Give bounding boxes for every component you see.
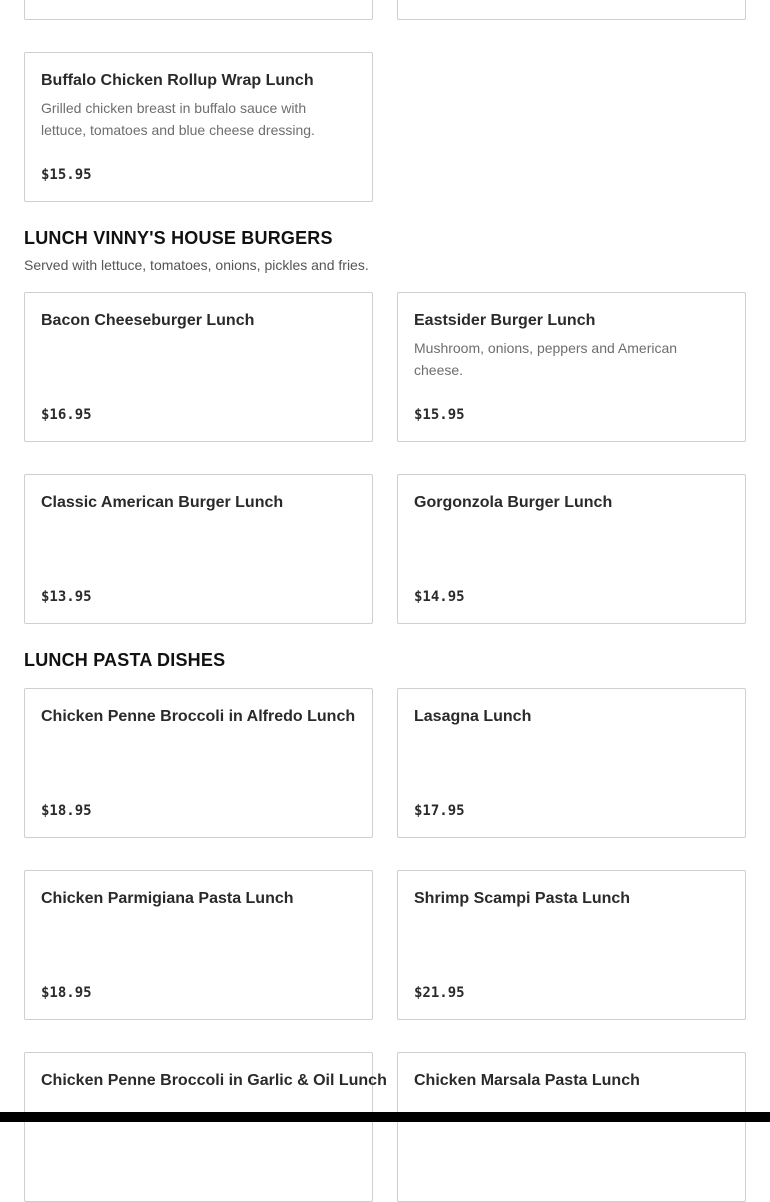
bottom-bar: [0, 1112, 770, 1122]
menu-item-card[interactable]: [24, 870, 373, 1020]
menu-item-name: Chicken Penne Broccoli in Garlic & Oil Lunch: [41, 1072, 387, 1089]
menu-item-description: Mushroom, onions, peppers and American cheese.: [414, 340, 678, 378]
menu-item-price: $15.95: [414, 407, 465, 423]
menu-item-card[interactable]: [24, 474, 373, 624]
menu-item-price: $16.95: [41, 407, 92, 423]
menu-item-name: Bacon Cheeseburger Lunch: [41, 312, 255, 329]
menu-item-name: Gorgonzola Burger Lunch: [414, 494, 613, 511]
menu-item-card[interactable]: [397, 688, 746, 838]
menu-item-name: Classic American Burger Lunch: [41, 494, 284, 511]
menu-item-card[interactable]: [397, 0, 746, 20]
section-title-burgers: LUNCH VINNY'S HOUSE BURGERS: [24, 228, 333, 248]
menu-item-card[interactable]: [397, 292, 746, 442]
menu-item-card[interactable]: [397, 1052, 746, 1202]
menu-item-card[interactable]: [397, 870, 746, 1020]
menu-item-price: $17.95: [414, 803, 465, 819]
menu-item-name: Shrimp Scampi Pasta Lunch: [414, 890, 631, 907]
menu-item-name: Buffalo Chicken Rollup Wrap Lunch: [41, 72, 314, 89]
menu-item-card[interactable]: [397, 474, 746, 624]
menu-item-card[interactable]: [24, 0, 373, 20]
section-title-pasta: LUNCH PASTA DISHES: [24, 650, 226, 670]
menu-item-name: Eastsider Burger Lunch: [414, 312, 596, 329]
menu-item-name: Chicken Parmigiana Pasta Lunch: [41, 890, 294, 907]
menu-item-name: Lasagna Lunch: [414, 708, 532, 725]
menu-item-price: $14.95: [414, 589, 465, 605]
menu-item-price: $13.95: [41, 589, 92, 605]
menu-item-name: Chicken Marsala Pasta Lunch: [414, 1072, 640, 1089]
section-subtitle-burgers: Served with lettuce, tomatoes, onions, pickles and fries.: [24, 257, 369, 273]
menu-item-name: Chicken Penne Broccoli in Alfredo Lunch: [41, 708, 356, 725]
menu-item-description: Grilled chicken breast in buffalo sauce with lettuce, tomatoes and blue cheese dressing.: [41, 100, 315, 138]
menu-item-price: $21.95: [414, 985, 465, 1001]
menu-item-card[interactable]: [24, 1052, 387, 1202]
menu-item-price: $18.95: [41, 985, 92, 1001]
menu-item-price: $18.95: [41, 803, 92, 819]
menu-item-card[interactable]: [24, 688, 373, 838]
menu-item-price: $15.95: [41, 167, 92, 183]
menu-item-card[interactable]: [24, 52, 373, 202]
menu-item-card[interactable]: [24, 292, 373, 442]
